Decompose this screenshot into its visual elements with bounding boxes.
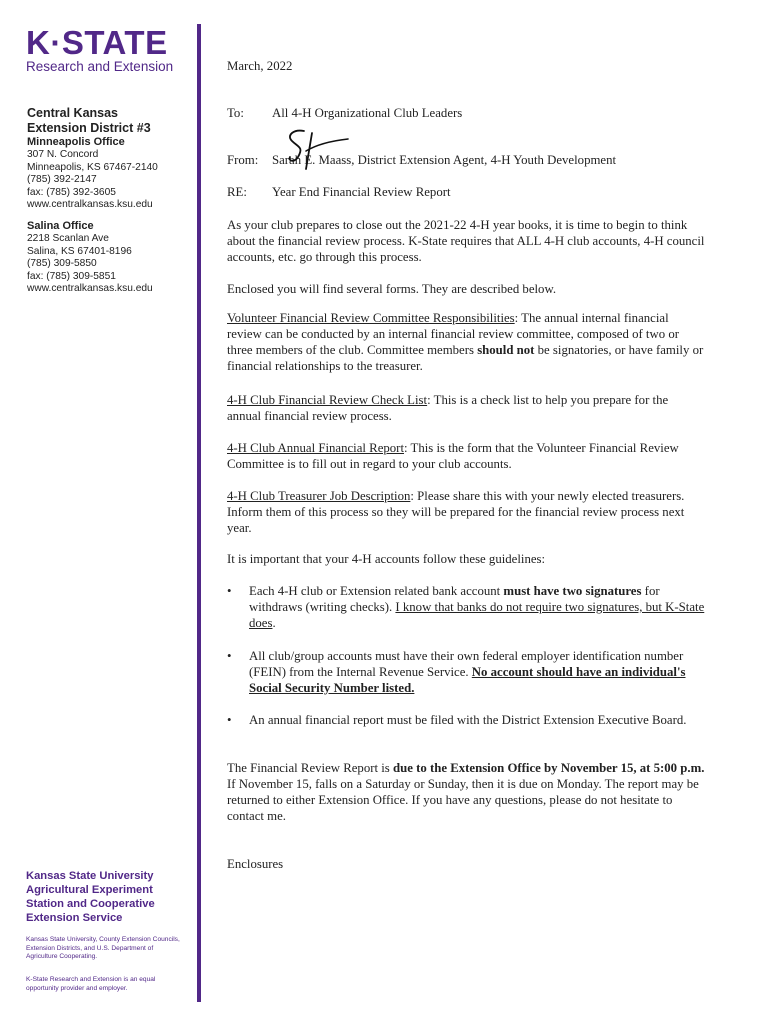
treasurer-job-paragraph: 4-H Club Treasurer Job Description: Please share this with your newly elected treasurers. Inform them of this process so they will be prepared for the financial review process next year. [227,489,685,535]
re-line [227,184,451,200]
office-address-1: 2218 Scanlan Ave [27,233,109,244]
enclosures-line: Enclosures [227,857,284,871]
enclosed-forms-paragraph: Enclosed you will find several forms. They are described below. [227,282,557,296]
annual-report-paragraph: 4-H Club Annual Financial Report: This is the form that the Volunteer Financial Review Committee is to fill out in regard to your club accounts. [227,441,679,471]
section-title: 4-H Club Financial Review Check List [227,393,428,407]
from-value: Sarah E. Maass, District Extension Agent, 4-H Youth Development [272,153,617,167]
guideline-bullet: • All club/group accounts must have their own federal employer identification number (FEIN) from the Internal Revenue Service. No account should have an individual's Social Security Number listed. [227,649,686,695]
bullet-dot: • [227,584,232,598]
guidelines-intro: It is important that your 4-H accounts follow these guidelines: [227,552,546,566]
office-fax: fax: (785) 309-5851 [27,270,116,282]
letterhead-sidebar [0,0,196,1024]
office-fax: fax: (785) 392-3605 [27,186,116,198]
section-title: 4-H Club Treasurer Job Description [227,489,411,503]
intro-paragraph: As your club prepares to close out the 2021-22 4-H year books, it is time to begin to think about the financial review process. K-State requires that ALL 4-H club accounts, 4-H council accounts, etc. go through this process. [227,218,705,264]
to-line [227,105,462,121]
letter-date: March, 2022 [227,59,293,73]
district-title-2: Extension District #3 [27,121,151,135]
office-address-1: 307 N. Concord [27,149,99,160]
minneapolis-office-block [27,106,158,212]
equal-opportunity-statement: K-State Research and Extension is an equal opportunity provider and employer. [26,976,156,992]
from-label: From: [227,153,259,167]
guideline-bullet: • An annual financial report must be filed with the District Extension Executive Board. [227,713,687,727]
re-value: Year End Financial Review Report [272,185,451,199]
section-title: Volunteer Financial Review Committee Responsibilities [227,311,515,325]
office-website: www.centralkansas.ksu.edu [27,283,153,294]
office-phone: (785) 392-2147 [27,174,97,185]
office-name: Salina Office [27,220,94,232]
guideline-bullet: • Each 4-H club or Extension related bank account must have two signatures for withdraws (writing checks). I know that banks do not require two signatures, but K-State does. [227,584,705,630]
office-address-2: Minneapolis, KS 67467-2140 [27,161,158,173]
salina-office-block [27,220,153,296]
office-phone: (785) 309-5850 [27,258,97,269]
cooperating-statement: Kansas State University, County Extension Councils, Extension Districts, and U.S. Department of Agriculture Cooperating. [26,936,180,961]
footer-line: Agricultural Experiment [26,884,153,896]
kstate-logo [26,26,173,75]
bullet-dot: • [227,649,232,663]
logo-wordmark: K·STATE [26,24,168,61]
to-value: All 4-H Organizational Club Leaders [272,106,463,120]
footer-line: Extension Service [26,912,123,924]
logo-subtitle: Research and Extension [26,59,174,74]
footer-line: Station and Cooperative [26,898,155,910]
section-title: 4-H Club Annual Financial Report [227,441,405,455]
university-footer [26,869,155,925]
deadline-paragraph: The Financial Review Report is due to the Extension Office by November 15, at 5:00 p.m. If November 15, falls on a Saturday or Sunday, then it is due on Monday. The report may be returned to either Extension Office. If you have any questions, please do not hesitate to contact me. [227,761,705,823]
check-list-paragraph: 4-H Club Financial Review Check List: This is a check list to help you prepare for the annual financial review process. [227,393,669,423]
to-label: To: [227,106,244,120]
office-name: Minneapolis Office [27,136,125,148]
sidebar-divider [197,24,201,1002]
office-website: www.centralkansas.ksu.edu [27,199,153,210]
footer-line: Kansas State University [26,870,154,882]
signature-mark [282,125,352,175]
re-label: RE: [227,185,247,199]
bullet-dot: • [227,713,232,727]
committee-responsibilities-paragraph: Volunteer Financial Review Committee Responsibilities: The annual internal financial review can be conducted by an internal financial review committee, composed of two or three members of the club. Committee members should not be signatories, or have family or financial relationships to the treasurer. [227,311,704,373]
district-title: Central Kansas [27,106,119,120]
office-address-2: Salina, KS 67401-8196 [27,245,132,257]
